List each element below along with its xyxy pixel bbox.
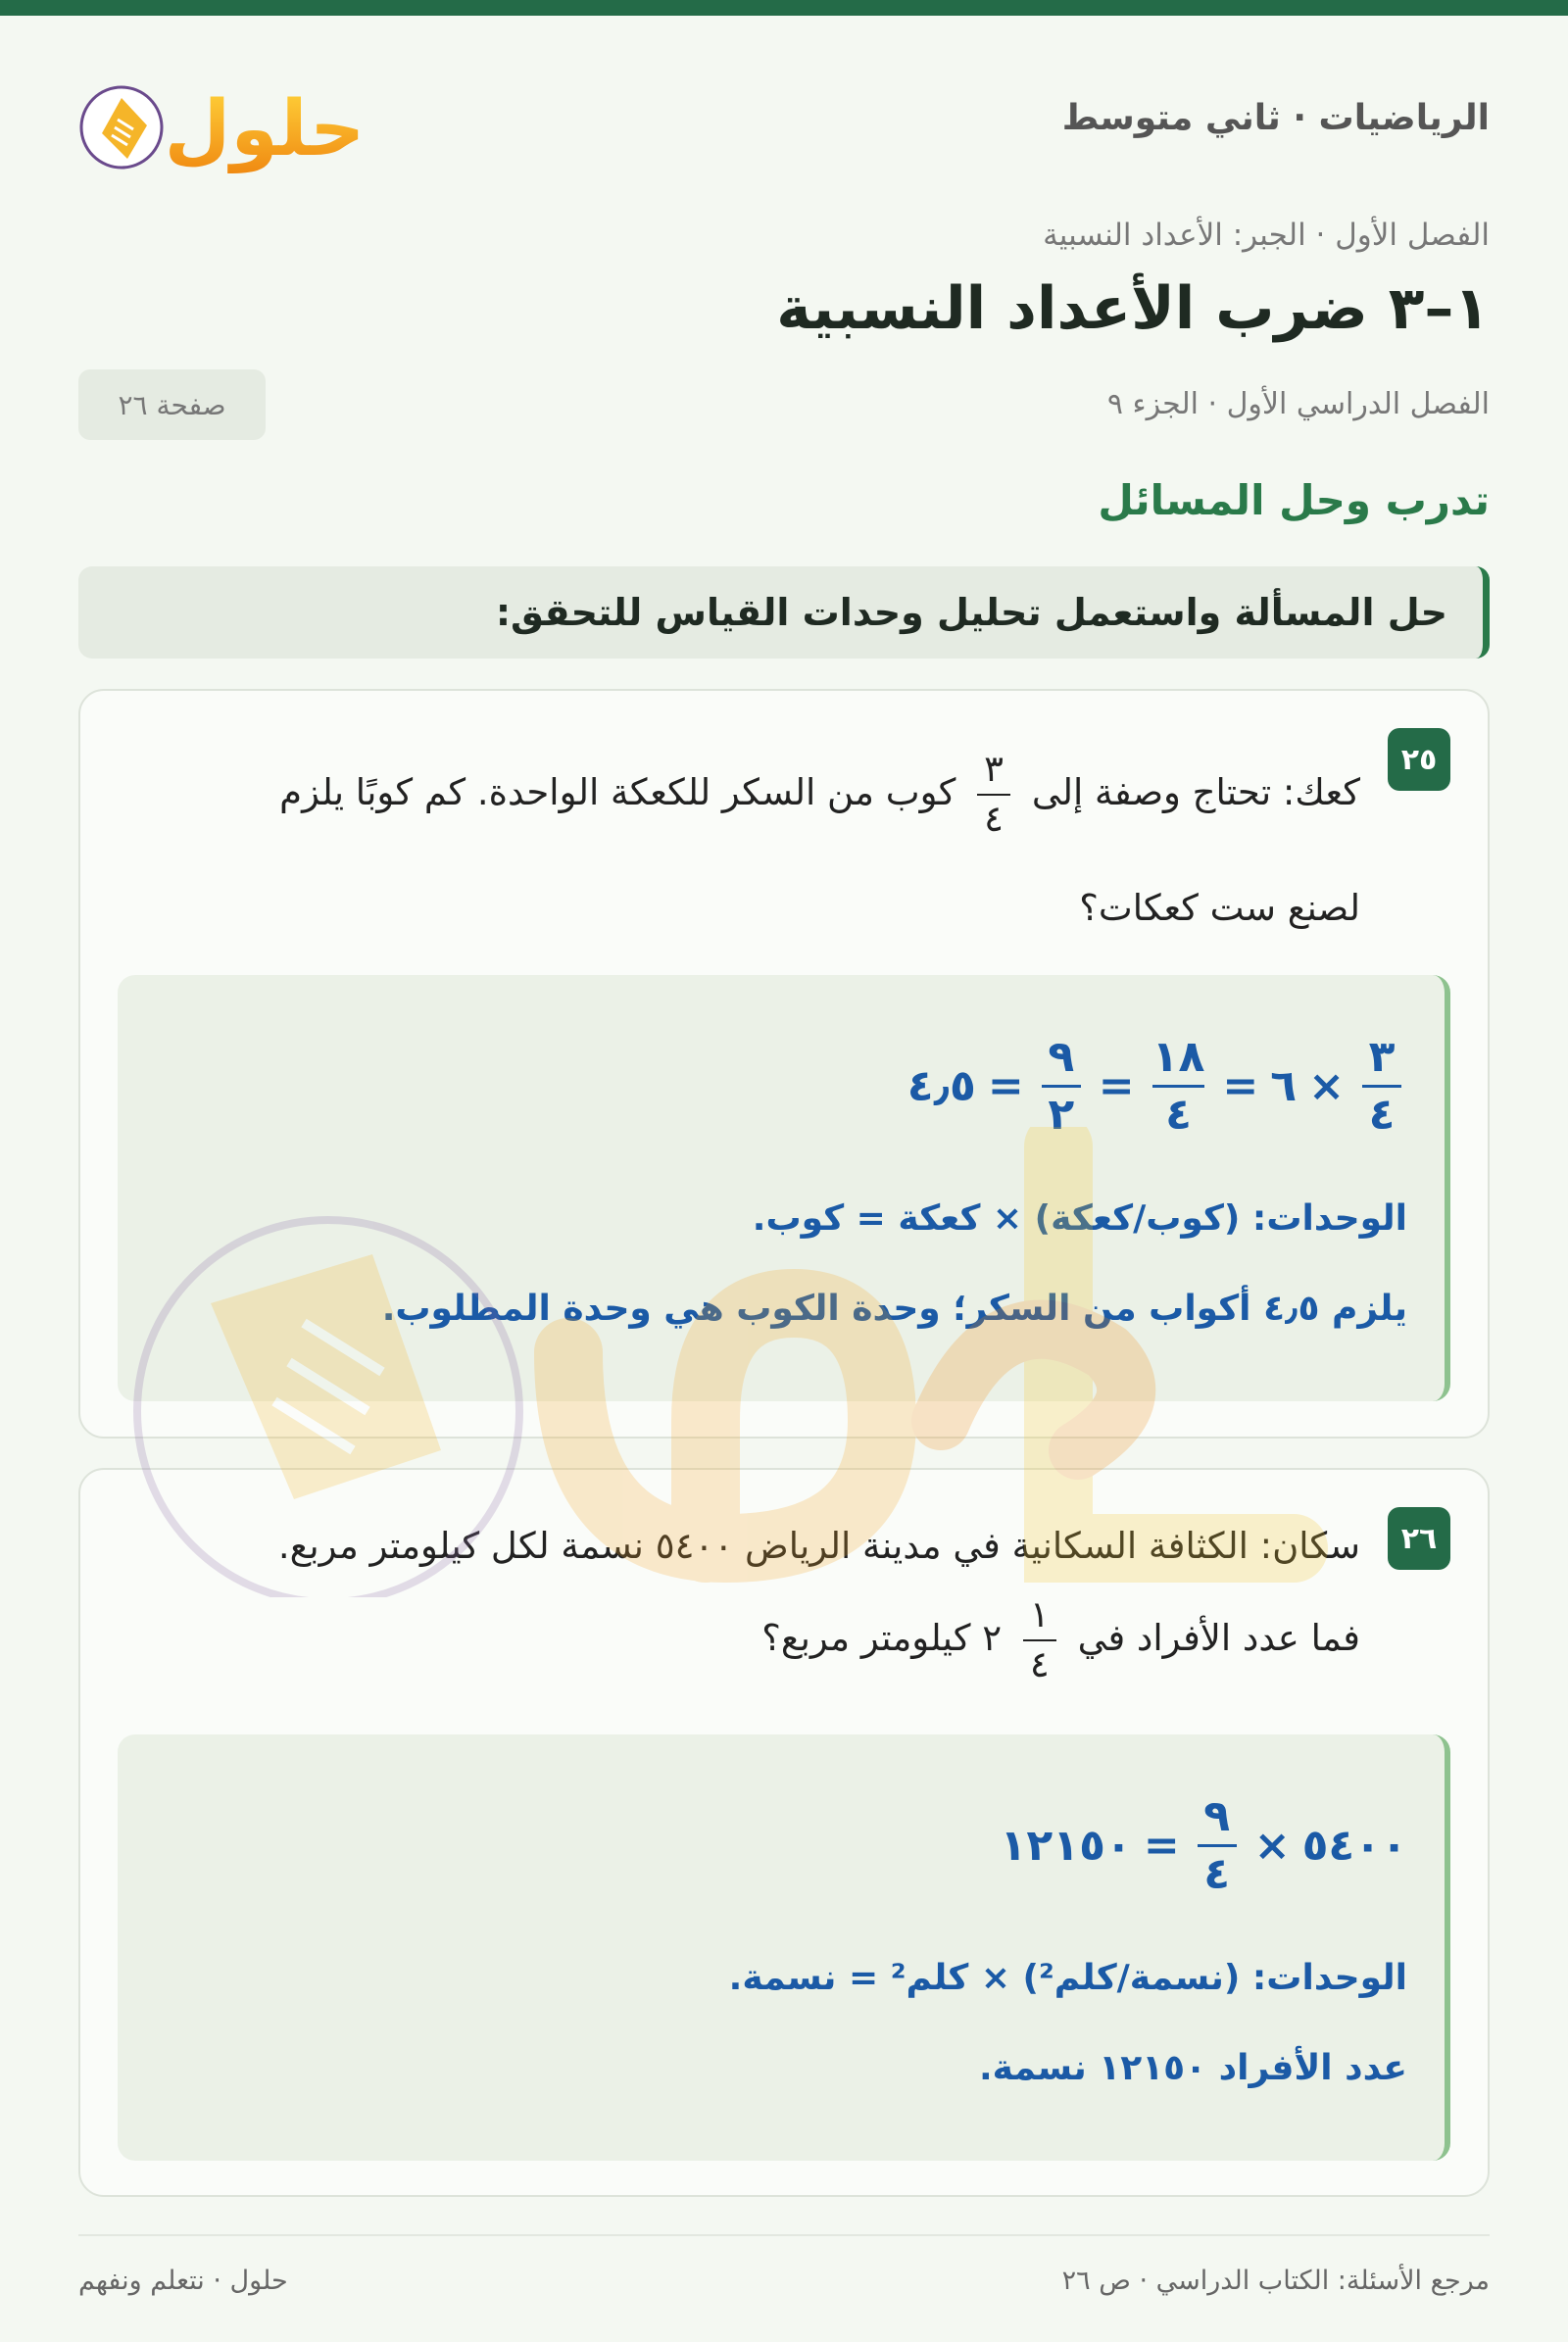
fraction <box>1042 1034 1081 1140</box>
fraction-numerator: ٣ <box>1368 1032 1396 1082</box>
multiplier: ٦ <box>1270 1061 1298 1112</box>
question-text: كوب من السكر للكعكة الواحدة. كم كوبًا يلزم <box>279 771 956 814</box>
fraction-denominator: ٤ <box>1029 1642 1050 1685</box>
fraction-bar <box>1042 1085 1081 1088</box>
term-label: الفصل الدراسي الأول · الجزء ٩ <box>1106 387 1490 421</box>
question-text-line-2: لصنع ست كعكات؟ <box>1079 887 1360 929</box>
fraction <box>1362 1034 1401 1140</box>
question-number-badge: ٢٦ <box>1388 1507 1450 1570</box>
fraction-bar <box>1198 1844 1237 1847</box>
logo-graphic <box>78 69 372 176</box>
lesson-title: ١–٣ ضرب الأعداد النسبية <box>776 274 1490 343</box>
fraction <box>1152 1034 1205 1140</box>
whole-number: ٢ <box>982 1617 1003 1660</box>
fraction-numerator: ١٨ <box>1152 1032 1205 1082</box>
logo-text: حلول <box>164 85 366 173</box>
instruction-text: حل المسألة واستعمل تحليل وحدات القياس للتحقق: <box>495 591 1447 634</box>
question-number-badge: ٢٥ <box>1388 728 1450 791</box>
page-number-badge: صفحة ٢٦ <box>78 369 266 440</box>
solution-equation <box>1001 1793 1407 1899</box>
footer-reference: مرجع الأسئلة: الكتاب الدراسي · ص ٢٦ <box>1061 2266 1490 2296</box>
section-title: تدرب وحل المسائل <box>1098 476 1490 524</box>
fraction-denominator: ٤ <box>1165 1090 1192 1141</box>
question-text: كيلومتر مربع؟ <box>761 1617 971 1660</box>
fraction-numerator: ٩ <box>1048 1032 1075 1082</box>
answer-box <box>118 975 1450 1401</box>
equals-sign: = <box>987 1061 1024 1112</box>
times-sign: × <box>1308 1061 1345 1112</box>
units-analysis: الوحدات: (نسمة/كلم²) × كلم² = نسمة. <box>728 1958 1407 1998</box>
fraction-bar <box>1362 1085 1401 1088</box>
density-value: ٥٤٠٠ <box>1301 1821 1407 1872</box>
question-card-26 <box>78 1468 1490 2197</box>
fraction-denominator: ٤ <box>1368 1090 1396 1141</box>
fraction-denominator: ٤ <box>1203 1849 1231 1900</box>
fraction-bar <box>977 794 1010 796</box>
footer-divider <box>78 2234 1490 2236</box>
hlool-logo[interactable] <box>78 69 372 176</box>
fraction-denominator: ٢ <box>1048 1090 1075 1141</box>
question-card-25 <box>78 689 1490 1439</box>
answer-box <box>118 1734 1450 2161</box>
question-text-line-1 <box>188 750 1360 839</box>
question-text-line-2 <box>188 1595 1360 1684</box>
fraction-denominator: ٤ <box>984 797 1004 840</box>
solution-equation <box>907 1034 1407 1140</box>
equals-sign: = <box>1098 1061 1135 1112</box>
fraction-numerator: ١ <box>1029 1593 1050 1635</box>
question-text-line-1: سكان: الكثافة السكانية في مدينة الرياض ٥٤٠٠ نسمة لكل كيلومتر مربع. <box>277 1525 1360 1567</box>
fraction <box>977 750 1010 839</box>
fraction <box>1198 1793 1237 1899</box>
answer-conclusion: يلزم ٤٫٥ أكواب من السكر؛ وحدة الكوب هي وحدة المطلوب. <box>381 1289 1407 1329</box>
equals-sign: = <box>1222 1061 1259 1112</box>
fraction <box>1023 1595 1056 1684</box>
footer-brand: حلول · نتعلم ونفهم <box>78 2266 288 2296</box>
instruction-box <box>78 566 1490 659</box>
top-accent-bar <box>0 0 1568 16</box>
equation-result: ٤٫٥ <box>906 1061 976 1112</box>
subject-title: الرياضيات · ثاني متوسط <box>1061 98 1490 138</box>
equation-result: ١٢١٥٠ <box>1000 1821 1132 1872</box>
fraction-numerator: ٩ <box>1203 1791 1231 1841</box>
page-header <box>78 69 1490 173</box>
units-analysis: الوحدات: (كوب/كعكة) × كعكة = كوب. <box>752 1198 1407 1239</box>
fraction-numerator: ٣ <box>984 748 1004 790</box>
answer-conclusion: عدد الأفراد ١٢١٥٠ نسمة. <box>978 2048 1407 2088</box>
question-text: فما عدد الأفراد في <box>1077 1617 1360 1660</box>
fraction-bar <box>1023 1639 1056 1641</box>
times-sign: × <box>1253 1821 1291 1872</box>
fraction-bar <box>1152 1085 1205 1088</box>
equals-sign: = <box>1143 1821 1180 1872</box>
question-text: كعك: تحتاج وصفة إلى <box>1031 771 1360 814</box>
chapter-breadcrumb: الفصل الأول · الجبر: الأعداد النسبية <box>1043 218 1490 253</box>
